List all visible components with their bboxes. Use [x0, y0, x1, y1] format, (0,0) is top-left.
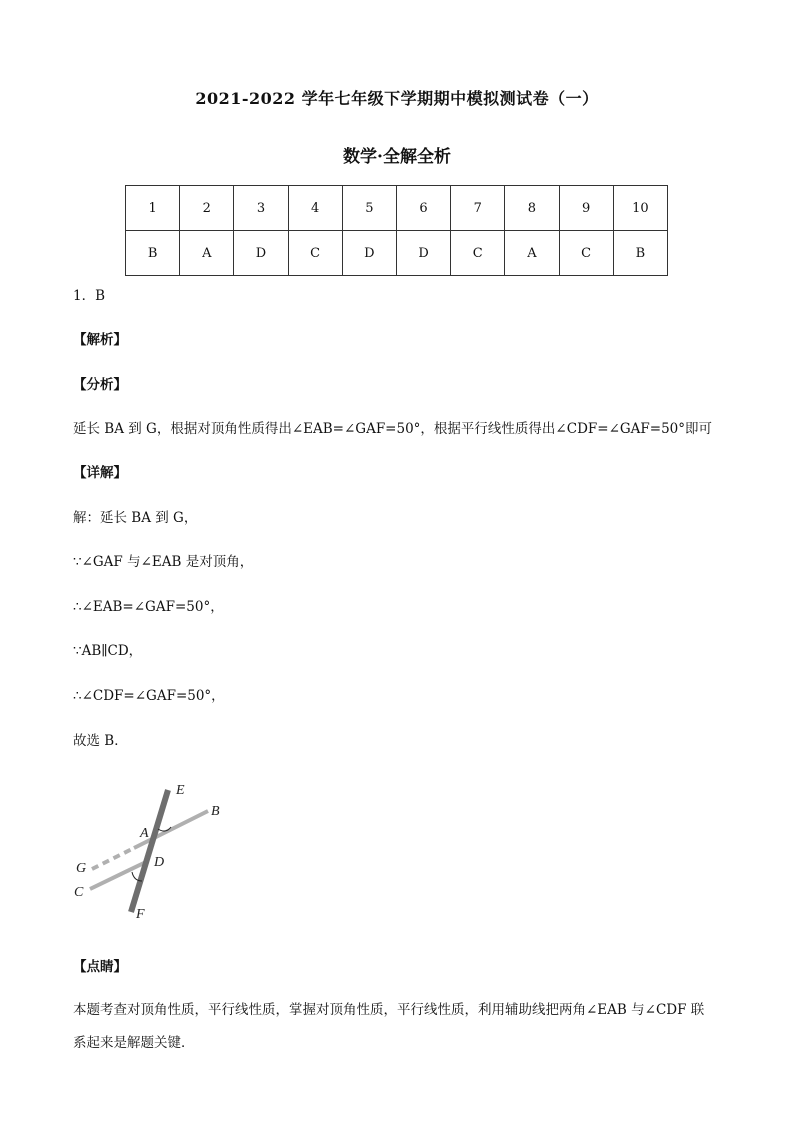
solution-step: ∵∠GAF 与∠EAB 是对顶角， — [73, 554, 254, 570]
question-number-cell: 5 — [342, 186, 396, 231]
question-number-cell: 4 — [288, 186, 342, 231]
label-e: E — [176, 783, 185, 798]
answer-cell: D — [234, 231, 288, 276]
summary-text-line-2: 系起来是解题关键． — [73, 1035, 195, 1051]
answer-cell: C — [288, 231, 342, 276]
page-title: 2021-2022 学年七年级下学期期中模拟测试卷（一） — [195, 89, 599, 108]
question-number-cell: 3 — [234, 186, 288, 231]
answer-table-number-row — [126, 186, 668, 231]
section-jiexi-heading: 【解析】 — [73, 332, 127, 348]
label-f: F — [136, 907, 145, 922]
answer-table-answer-row — [126, 231, 668, 276]
question-number-cell: 8 — [505, 186, 559, 231]
label-g: G — [76, 861, 87, 876]
answer-cell: A — [505, 231, 559, 276]
line-ag-extension — [92, 848, 134, 869]
answer-cell: C — [451, 231, 505, 276]
page-subtitle: 数学·全解全析 — [343, 147, 451, 167]
label-d: D — [154, 855, 165, 870]
section-xiangjie-heading: 【详解】 — [73, 465, 127, 481]
label-a: A — [140, 826, 149, 841]
label-b: B — [211, 804, 220, 819]
question-number-cell: 1 — [126, 186, 180, 231]
question-1-heading: 1．B — [73, 288, 106, 304]
answer-cell: A — [180, 231, 234, 276]
answer-cell: D — [342, 231, 396, 276]
solution-step: ∴∠CDF=∠GAF=50°， — [73, 688, 225, 704]
question-number-cell: 10 — [613, 186, 667, 231]
section-dianjing-heading: 【点睛】 — [73, 959, 127, 975]
analysis-text: 延长 BA 到 G，根据对顶角性质得出∠EAB=∠GAF=50°，根据平行线性质得出∠CDF=∠GAF=50°即可 — [73, 421, 713, 437]
answer-cell: D — [396, 231, 450, 276]
solution-step: 解：延长 BA 到 G， — [73, 510, 198, 526]
question-number-cell: 6 — [396, 186, 450, 231]
solution-step: 故选 B． — [73, 733, 128, 749]
question-number-cell: 9 — [559, 186, 613, 231]
question-number-cell: 2 — [180, 186, 234, 231]
solution-step: ∴∠EAB=∠GAF=50°， — [73, 599, 224, 615]
answer-cell: B — [126, 231, 180, 276]
line-ef-transversal — [131, 790, 168, 912]
geometry-figure — [70, 780, 240, 925]
solution-step: ∵AB∥CD， — [73, 643, 143, 659]
label-c: C — [74, 885, 84, 900]
answer-cell: B — [613, 231, 667, 276]
section-fenxi-heading: 【分析】 — [73, 377, 127, 393]
answer-table — [125, 185, 668, 276]
question-number-cell: 7 — [451, 186, 505, 231]
answer-cell: C — [559, 231, 613, 276]
summary-text-line-1: 本题考查对顶角性质，平行线性质，掌握对顶角性质，平行线性质，利用辅助线把两角∠EAB 与∠CDF 联 — [73, 1002, 705, 1018]
